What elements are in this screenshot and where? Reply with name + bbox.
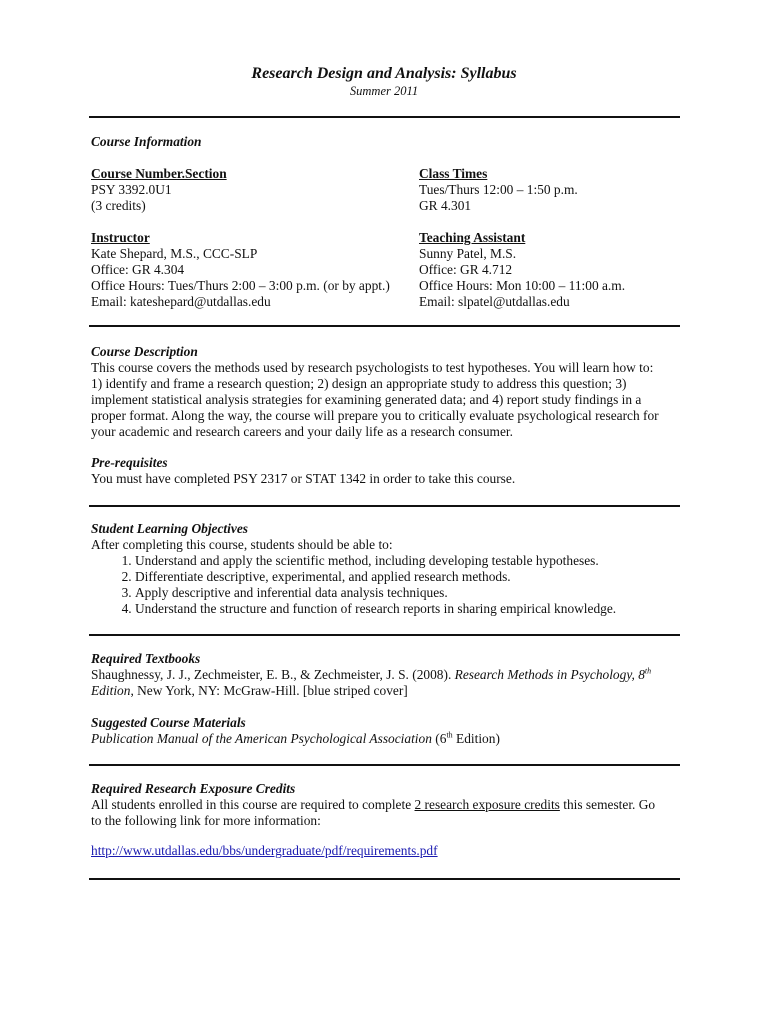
class-times-block bbox=[419, 166, 749, 214]
prereq-text: You must have completed PSY 2317 or STAT 1342 in order to take this course. bbox=[91, 471, 516, 486]
prereq-section bbox=[91, 455, 681, 487]
instructor-email: Email: kateshepard@utdallas.edu bbox=[91, 294, 271, 309]
ta-block bbox=[419, 230, 749, 310]
divider bbox=[89, 634, 680, 636]
instructor-name: Kate Shepard, M.S., CCC-SLP bbox=[91, 246, 258, 261]
course-credits: (3 credits) bbox=[91, 198, 146, 213]
divider bbox=[89, 764, 680, 766]
section-heading: Pre-requisites bbox=[91, 455, 168, 470]
ta-label: Teaching Assistant bbox=[419, 230, 526, 245]
class-times-value: Tues/Thurs 12:00 – 1:50 p.m. bbox=[419, 182, 578, 197]
textbook-citation-line2 bbox=[91, 683, 681, 699]
description-line: This course covers the methods used by research psychologists to test hypotheses. You will learn how to: bbox=[91, 360, 654, 375]
textbook-authors: Shaughnessy, J. J., Zechmeister, E. B., & Zechmeister, J. S. (2008). bbox=[91, 667, 455, 682]
materials-section bbox=[91, 715, 681, 747]
textbook-title: Research Methods in Psychology, 8 bbox=[454, 667, 645, 682]
course-info-section bbox=[91, 134, 681, 150]
list-item: 1. Understand and apply the scientific method, including developing testable hypotheses. bbox=[135, 553, 681, 569]
objectives-intro: After completing this course, students should be able to: bbox=[91, 537, 393, 552]
textbook-citation-line1 bbox=[91, 667, 681, 683]
divider bbox=[89, 878, 680, 880]
credits-text-line1 bbox=[91, 797, 681, 813]
requirements-link[interactable]: http://www.utdallas.edu/bbs/undergraduate/pdf/requirements.pdf bbox=[91, 843, 438, 858]
description-line: proper format. Along the way, the course will prepare you to critically evaluate psychological research for bbox=[91, 408, 659, 423]
section-heading: Required Research Exposure Credits bbox=[91, 781, 296, 796]
divider bbox=[89, 505, 680, 507]
list-item: 2. Differentiate descriptive, experimental, and applied research methods. bbox=[135, 569, 681, 585]
course-number-block bbox=[91, 166, 421, 214]
divider bbox=[89, 325, 680, 327]
credits-count: 2 research exposure credits bbox=[414, 797, 560, 812]
textbook-publisher: , New York, NY: McGraw-Hill. [blue striped cover] bbox=[130, 683, 408, 698]
instructor-hours: Office Hours: Tues/Thurs 2:00 – 3:00 p.m. (or by appt.) bbox=[91, 278, 390, 293]
section-heading: Course Description bbox=[91, 344, 198, 359]
credits-text-pre: All students enrolled in this course are required to complete bbox=[91, 797, 415, 812]
divider bbox=[89, 116, 680, 118]
class-room: GR 4.301 bbox=[419, 198, 472, 213]
instructor-office: Office: GR 4.304 bbox=[91, 262, 185, 277]
objectives-section bbox=[91, 521, 681, 617]
credits-text-line2: to the following link for more information: bbox=[91, 813, 321, 828]
course-number-label: Course Number.Section bbox=[91, 166, 227, 181]
instructor-label: Instructor bbox=[91, 230, 150, 245]
credits-section bbox=[91, 781, 681, 859]
section-heading: Suggested Course Materials bbox=[91, 715, 246, 730]
ta-email: Email: slpatel@utdallas.edu bbox=[419, 294, 570, 309]
course-number-value: PSY 3392.0U1 bbox=[91, 182, 172, 197]
description-line: 1) identify and frame a research question; 2) design an appropriate study to address this question; 3) bbox=[91, 376, 627, 391]
class-times-label: Class Times bbox=[419, 166, 488, 181]
list-item: 4. Understand the structure and function of research reports in sharing empirical knowledge. bbox=[135, 601, 681, 617]
credits-text-post: this semester. Go bbox=[559, 797, 656, 812]
materials-title: Publication Manual of the American Psychological Association bbox=[91, 731, 432, 746]
materials-edition-pre: (6 bbox=[431, 731, 447, 746]
materials-citation bbox=[91, 731, 681, 747]
credits-link-line bbox=[91, 843, 681, 859]
section-heading: Student Learning Objectives bbox=[91, 521, 248, 536]
ta-name: Sunny Patel, M.S. bbox=[419, 246, 517, 261]
description-line: implement statistical analysis strategies for examining generated data; and 4) report study findings in a bbox=[91, 392, 642, 407]
materials-edition-post: Edition) bbox=[452, 731, 500, 746]
section-heading: Required Textbooks bbox=[91, 651, 201, 666]
textbook-edition-word: Edition bbox=[91, 683, 131, 698]
ta-office: Office: GR 4.712 bbox=[419, 262, 513, 277]
textbook-edition-sup: th bbox=[644, 666, 652, 676]
description-section bbox=[91, 344, 681, 440]
description-line: your academic and research careers and your daily life as a research consumer. bbox=[91, 424, 513, 439]
objectives-list bbox=[91, 553, 681, 617]
instructor-block bbox=[91, 230, 421, 310]
page-title: Research Design and Analysis: Syllabus bbox=[251, 65, 517, 82]
materials-edition-sup: th bbox=[446, 730, 453, 740]
ta-hours: Office Hours: Mon 10:00 – 11:00 a.m. bbox=[419, 278, 626, 293]
section-heading: Course Information bbox=[91, 134, 202, 149]
list-item: 3. Apply descriptive and inferential data analysis techniques. bbox=[135, 585, 681, 601]
page-subtitle: Summer 2011 bbox=[349, 84, 419, 98]
textbooks-section bbox=[91, 651, 681, 699]
